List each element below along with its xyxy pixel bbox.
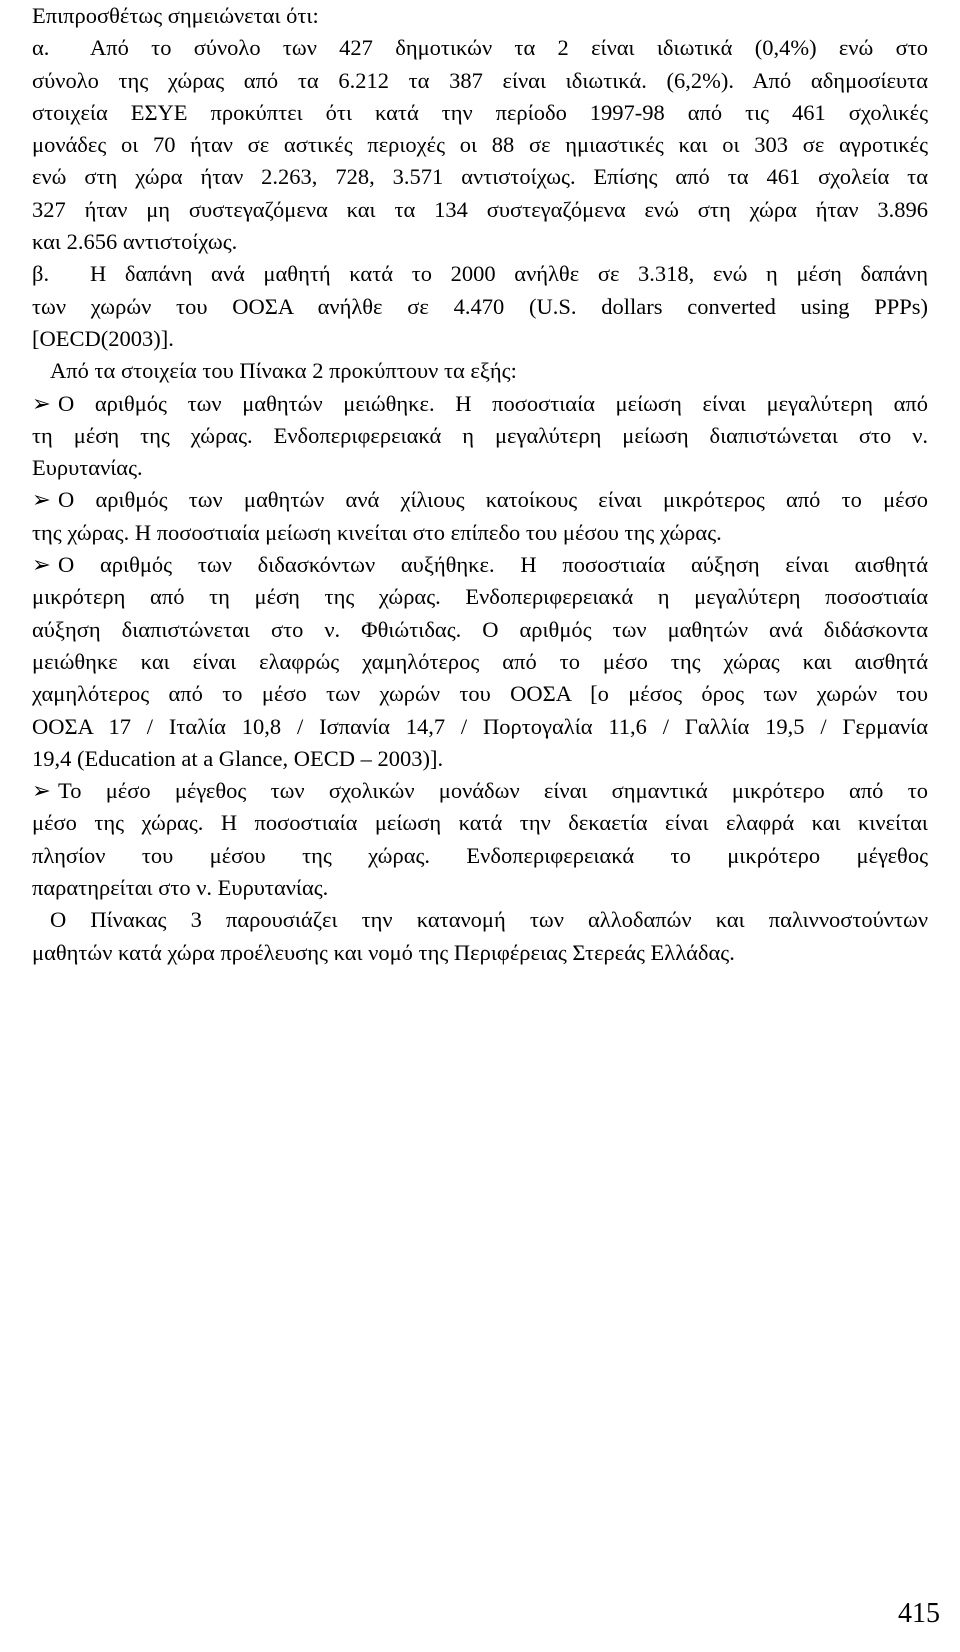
bullet-text: Ο αριθμός των μαθητών ανά χίλιους κατοίκους είναι μικρότερος από το μέσο xyxy=(58,487,928,513)
paragraph-line: τη μέση της χώρας. Ενδοπεριφερειακά η μεγαλύτερη μείωση διαπιστώνεται στο ν. xyxy=(32,422,928,448)
paragraph-line: 327 ήταν μη συστεγαζόμενα και τα 134 συστεγαζόμενα ενώ στη χώρα ήταν 3.896 xyxy=(32,196,928,222)
paragraph-line: μονάδες οι 70 ήταν σε αστικές περιοχές οι 88 σε ημιαστικές και οι 303 σε αγροτικές xyxy=(32,132,928,158)
paragraph-line: αύξηση διαπιστώνεται στο ν. Φθιώτιδας. Ο αριθμός των μαθητών ανά διδάσκοντα xyxy=(32,616,928,642)
item-b-text: Η δαπάνη ανά μαθητή κατά το 2000 ανήλθε σε 3.318, ενώ η μέση δαπάνη xyxy=(90,261,928,287)
paragraph-line: μέσο της χώρας. Η ποσοστιαία μείωση κατά την δεκαετία είναι ελαφρά και κινείται xyxy=(32,810,928,836)
page-number: 415 xyxy=(898,1598,940,1629)
paragraph-line: ΟΟΣΑ 17 / Ιταλία 10,8 / Ισπανία 14,7 / Πορτογαλία 11,6 / Γαλλία 19,5 / Γερμανία xyxy=(32,713,928,739)
paragraph-line: μικρότερη από τη μέση της χώρας. Ενδοπεριφερειακά η μεγαλύτερη ποσοστιαία xyxy=(32,584,928,610)
bullet-text: Το μέσο μέγεθος των σχολικών μονάδων είναι σημαντικά μικρότερο από το xyxy=(58,778,928,804)
arrow-bullet-icon: ➢ xyxy=(32,390,51,416)
item-b-line xyxy=(32,258,928,290)
bullet-line xyxy=(32,775,928,807)
paragraph-line: ενώ στη χώρα ήταν 2.263, 728, 3.571 αντιστοίχως. Επίσης από τα 461 σχολεία τα xyxy=(32,164,928,190)
arrow-bullet-icon: ➢ xyxy=(32,552,51,578)
paragraph-line: [OECD(2003)]. xyxy=(32,325,174,351)
paragraph-line: 19,4 (Education at a Glance, OECD – 2003)]. xyxy=(32,745,444,771)
paragraph-line: μειώθηκε και είναι ελαφρώς χαμηλότερος από το μέσο της χώρας και αισθητά xyxy=(32,648,928,674)
paragraph-line: παρατηρείται στο ν. Ευρυτανίας. xyxy=(32,875,329,901)
bullet-line xyxy=(32,549,928,581)
bullet-line xyxy=(32,484,928,516)
item-a-text: Από το σύνολο των 427 δημοτικών τα 2 είναι ιδιωτικά (0,4%) ενώ στο xyxy=(90,35,928,61)
arrow-bullet-icon: ➢ xyxy=(32,487,51,513)
bullet-text: Ο αριθμός των μαθητών μειώθηκε. Η ποσοστιαία μείωση είναι μεγαλύτερη από xyxy=(58,390,928,416)
item-label-a: α. xyxy=(32,35,50,61)
paragraph-line: της χώρας. Η ποσοστιαία μείωση κινείται στο επίπεδο του μέσου της χώρας. xyxy=(32,519,722,545)
document-page xyxy=(32,0,928,969)
paragraph-line: πλησίον του μέσου της χώρας. Ενδοπεριφερειακά το μικρότερο μέγεθος xyxy=(32,842,928,868)
paragraph-line: των χωρών του ΟΟΣΑ ανήλθε σε 4.470 (U.S. dollars converted using PPPs) xyxy=(32,293,928,319)
bullet-text: Ο αριθμός των διδασκόντων αυξήθηκε. Η ποσοστιαία αύξηση είναι αισθητά xyxy=(58,552,928,578)
arrow-bullet-icon: ➢ xyxy=(32,778,51,804)
paragraph-line: χαμηλότερος από το μέσο των χωρών του ΟΟΣΑ [ο μέσος όρος των χωρών του xyxy=(32,681,928,707)
item-label-b: β. xyxy=(32,261,50,287)
bullet-line xyxy=(32,388,928,420)
item-a-line xyxy=(32,32,928,64)
closing-paragraph-line: Ο Πίνακας 3 παρουσιάζει την κατανομή των αλλοδαπών και παλιννοστούντων xyxy=(50,907,928,933)
paragraph-line: Ευρυτανίας. xyxy=(32,455,143,481)
paragraph-line: και 2.656 αντιστοίχως. xyxy=(32,229,238,255)
paragraph-line: στοιχεία ΕΣΥΕ προκύπτει ότι κατά την περίοδο 1997-98 από τις 461 σχολικές xyxy=(32,99,928,125)
paragraph-line: σύνολο της χώρας από τα 6.212 τα 387 είναι ιδιωτικά. (6,2%). Από αδημοσίευτα xyxy=(32,67,928,93)
intro-line: Επιπροσθέτως σημειώνεται ότι: xyxy=(32,3,319,28)
paragraph-line: μαθητών κατά χώρα προέλευσης και νομό της Περιφέρειας Στερεάς Ελλάδας. xyxy=(32,939,735,965)
section-intro-line: Από τα στοιχεία του Πίνακα 2 προκύπτουν τα εξής: xyxy=(50,358,517,384)
